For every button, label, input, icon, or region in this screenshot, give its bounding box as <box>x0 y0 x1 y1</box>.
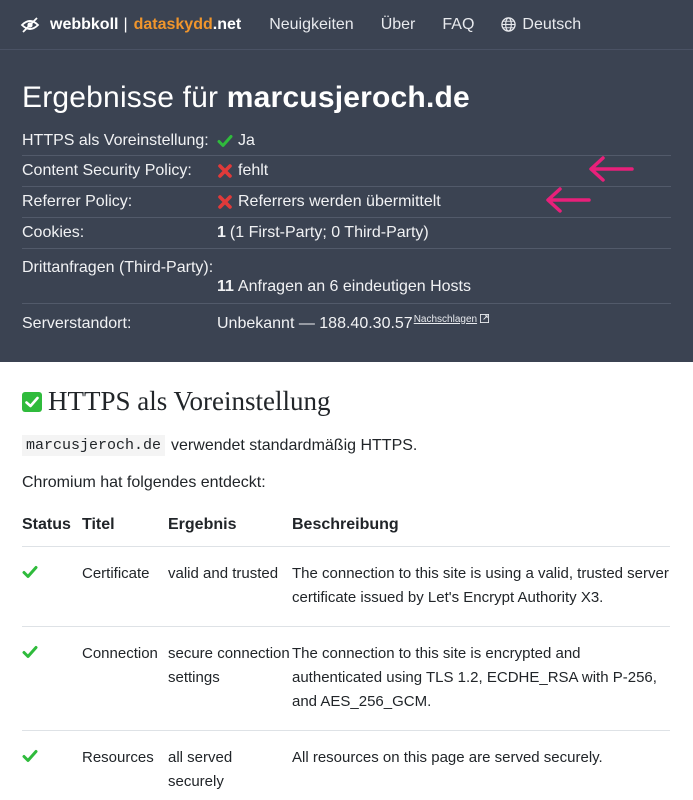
annotation-arrow-left-icon <box>588 156 634 182</box>
intro-text: verwendet standardmäßig HTTPS. <box>171 436 418 454</box>
summary-row-csp <box>22 156 671 187</box>
summary-value: fehlt <box>238 162 269 179</box>
check-icon <box>22 564 38 580</box>
row-title: Resources <box>82 731 168 800</box>
nav-link-faq[interactable]: FAQ <box>442 15 475 33</box>
row-description: The connection to this site is using a valid, trusted server certificate issued by Let's Encrypt Authority X3. <box>292 547 670 627</box>
https-intro <box>22 435 671 456</box>
summary-value: (1 First-Party; 0 Third-Party) <box>229 224 429 241</box>
brand-separator: | <box>123 15 128 33</box>
globe-icon <box>501 17 516 32</box>
top-navbar <box>0 0 693 50</box>
brand-name: webbkoll <box>50 15 119 33</box>
row-title: Certificate <box>82 547 168 627</box>
brand-logo-link[interactable] <box>20 15 241 35</box>
eye-slash-icon <box>20 15 40 35</box>
domain-code: marcusjeroch.de <box>22 435 165 456</box>
checkbox-check-icon <box>22 392 42 412</box>
nav-link-about[interactable]: Über <box>380 15 416 33</box>
summary-value: Unbekannt — 188.40.30.57 <box>217 315 413 332</box>
row-result: secure connection settings <box>168 627 292 731</box>
summary-label: Content Security Policy: <box>22 162 192 179</box>
summary-value: Referrers werden übermittelt <box>238 193 441 210</box>
row-title: Connection <box>82 627 168 731</box>
summary-row-third-party <box>22 249 671 304</box>
row-result: valid and trusted <box>168 547 292 627</box>
nav-link-news[interactable]: Neuigkeiten <box>269 15 354 33</box>
cross-icon <box>217 163 233 179</box>
summary-label: Drittanfragen (Third-Party): <box>22 259 214 276</box>
table-header-row <box>22 516 670 547</box>
lookup-link[interactable]: Nachschlagen <box>413 313 478 325</box>
column-header-description: Beschreibung <box>292 516 670 547</box>
language-label: Deutsch <box>522 15 582 33</box>
cookie-count: 1 <box>217 224 226 241</box>
row-description: All resources on this page are served securely. <box>292 731 670 800</box>
table-row <box>22 627 670 731</box>
cross-icon <box>217 194 233 210</box>
section-heading <box>22 386 671 417</box>
table-row <box>22 731 670 800</box>
found-text: Chromium hat folgendes entdeckt: <box>22 474 266 491</box>
security-details-table <box>22 516 670 800</box>
page-title <box>22 80 671 116</box>
check-icon <box>217 133 233 149</box>
summary-row-https <box>22 126 671 156</box>
summary-value: Ja <box>238 131 255 149</box>
summary-value: Anfragen an 6 eindeutigen Hosts <box>237 278 471 295</box>
summary-row-cookies <box>22 218 671 249</box>
table-row <box>22 547 670 627</box>
check-icon <box>22 644 38 660</box>
brand-org: dataskydd <box>133 15 213 33</box>
section-heading-text: HTTPS als Voreinstellung <box>48 386 331 416</box>
check-icon <box>22 748 38 764</box>
brand-tld: .net <box>212 15 242 33</box>
https-section <box>0 362 693 800</box>
column-header-title: Titel <box>82 516 168 547</box>
row-result: all served securely <box>168 731 292 800</box>
annotation-arrow-left-icon <box>545 187 591 213</box>
summary-label: Cookies: <box>22 224 85 241</box>
title-prefix: Ergebnisse für <box>22 81 219 114</box>
column-header-status: Status <box>22 516 82 547</box>
summary-row-server-location <box>22 304 671 344</box>
language-selector[interactable] <box>501 16 581 34</box>
column-header-result: Ergebnis <box>168 516 292 547</box>
row-description: The connection to this site is encrypted and authenticated using TLS 1.2, ECDHE_RSA with P-256, and AES_256_GCM. <box>292 627 670 731</box>
summary-label: HTTPS als Voreinstellung: <box>22 131 209 149</box>
summary-label: Referrer Policy: <box>22 193 133 210</box>
summary-label: Serverstandort: <box>22 315 132 332</box>
external-link-icon[interactable] <box>480 314 489 323</box>
title-domain: marcusjeroch.de <box>226 81 470 114</box>
request-count: 11 <box>217 278 234 295</box>
